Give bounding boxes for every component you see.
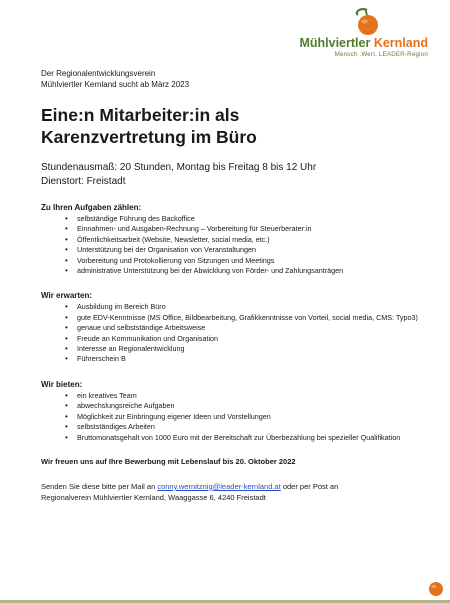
title-line-2: Karenzvertretung im Büro	[41, 127, 257, 147]
orange-ball-icon	[428, 581, 444, 597]
intro-line-1: Der Regionalentwicklungsverein	[41, 69, 156, 78]
list-item: • Bruttomonatsgehalt von 1000 Euro mit der Bereitschaft zur Überbezahlung bei spezieller Qualifikation	[65, 433, 421, 443]
offer-list	[41, 391, 421, 443]
list-item: • ein kreatives Team	[65, 391, 421, 401]
list-item: • Interesse an Regionalentwicklung	[65, 344, 421, 354]
tasks-section	[41, 202, 421, 276]
list-item: • Vorbereitung und Protokollierung von Sitzungen und Meetings	[65, 256, 421, 266]
list-item: • Öffentlichkeitsarbeit (Website, Newsletter, social media, etc.)	[65, 235, 421, 245]
expect-title: Wir erwarten:	[41, 291, 93, 301]
logo-name-part2: Kernland	[373, 36, 428, 50]
contact-prefix: Senden Sie diese bitte per Mail an	[41, 481, 156, 491]
list-item: • abwechslungsreiche Aufgaben	[65, 401, 421, 411]
list-item: • selbstständiges Arbeiten	[65, 422, 421, 432]
list-item: • administrative Unterstützung bei der Abwicklung von Förder- und Zahlungsanträgen	[65, 266, 421, 276]
list-item: • Einnahmen- und Ausgaben-Rechnung – Vorbereitung für Steuerberater:in	[65, 224, 421, 234]
logo-tagline: Mensch .Wert. LEADER-Region	[334, 51, 428, 58]
list-item: • selbständige Führung des Backoffice	[65, 214, 421, 224]
work-location: Dienstort: Freistadt	[41, 175, 126, 187]
list-item: • Führerschein B	[65, 354, 421, 364]
contact-info	[41, 481, 421, 503]
list-item: • genaue und selbstständige Arbeitsweise	[65, 323, 421, 333]
logo-name	[298, 36, 428, 50]
expect-list	[41, 302, 421, 364]
contact-address: Regionalverein Mühlviertler Kernland, Waaggasse 6, 4240 Freistadt	[41, 492, 266, 502]
list-item: • Möglichkeit zur Einbringung eigener Ideen und Vorstellungen	[65, 412, 421, 422]
apple-logo-icon	[350, 6, 384, 36]
logo-name-part1: Mühlviertler	[299, 36, 371, 50]
tasks-title: Zu Ihren Aufgaben zählen:	[41, 203, 142, 212]
page-title	[41, 104, 421, 148]
list-item: • gute EDV-Kenntnisse (MS Office, Bildbearbeitung, Grafikkenntnisse von Vorteil, social media, CMS: Typo3)	[65, 313, 421, 323]
header-logo	[298, 6, 428, 58]
list-item: • Freude an Kommunikation und Organisation	[65, 334, 421, 344]
offer-title: Wir bieten:	[41, 379, 83, 389]
contact-suffix: oder per Post an	[282, 481, 339, 491]
list-item: • Unterstützung bei der Organisation von Veranstaltungen	[65, 245, 421, 255]
intro-line-2: Mühlviertler Kernland sucht ab März 2023	[41, 80, 190, 89]
expect-section	[41, 290, 421, 364]
job-posting	[41, 68, 421, 503]
working-hours: Stundenausmaß: 20 Stunden, Montag bis Freitag 8 bis 12 Uhr	[41, 162, 317, 173]
offer-section	[41, 379, 421, 443]
intro	[41, 68, 421, 90]
title-line-1: Eine:n Mitarbeiter:in als	[41, 105, 240, 125]
application-deadline: Wir freuen uns auf Ihre Bewerbung mit Lebenslauf bis 20. Oktober 2022	[41, 456, 296, 466]
contact-email-link[interactable]: conny.wernitznig@leader-kernland.at	[157, 481, 281, 491]
tasks-list	[41, 214, 421, 276]
job-meta	[41, 161, 421, 188]
list-item: • Ausbildung im Bereich Büro	[65, 302, 421, 312]
